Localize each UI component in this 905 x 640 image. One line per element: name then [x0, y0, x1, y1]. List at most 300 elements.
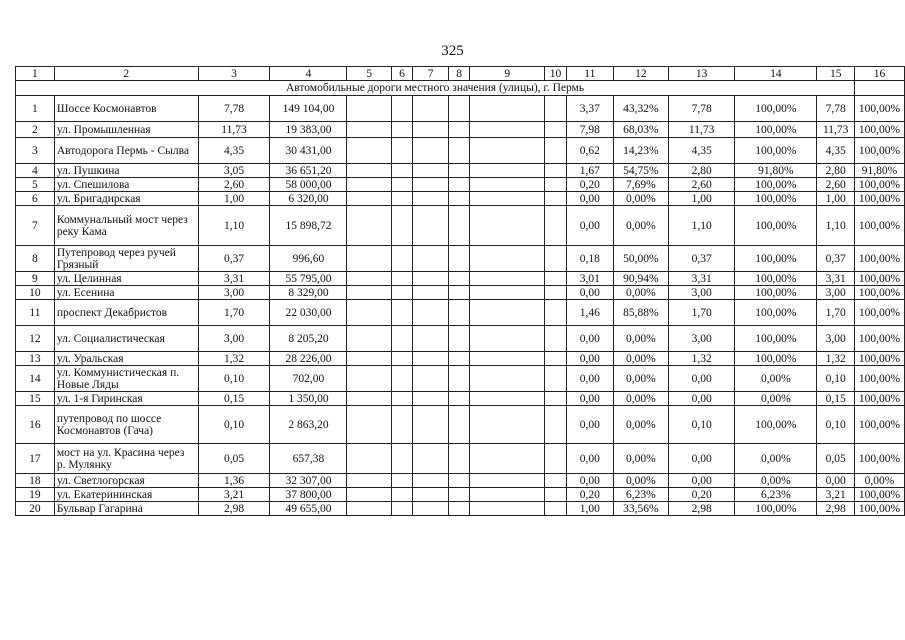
row-number-cell: 17	[16, 444, 55, 474]
road-name-cell: ул. 1-я Гиринская	[54, 392, 198, 406]
value-cell: 90,94%	[613, 272, 668, 286]
value-cell: 100,00%	[735, 96, 817, 122]
value-cell: 4,35	[669, 138, 735, 164]
empty-cell	[413, 444, 449, 474]
empty-cell	[545, 122, 567, 138]
empty-cell	[470, 164, 545, 178]
road-name-cell: путепровод по шоссе Космонавтов (Гача)	[54, 406, 198, 444]
value-cell: 91,80%	[735, 164, 817, 178]
value-cell: 0,10	[198, 406, 270, 444]
value-cell: 4,35	[817, 138, 855, 164]
empty-cell	[448, 164, 469, 178]
table-row	[16, 392, 905, 406]
value-cell: 0,37	[669, 246, 735, 272]
value-cell: 7,98	[566, 122, 613, 138]
value-cell: 0,15	[198, 392, 270, 406]
empty-cell	[448, 352, 469, 366]
column-header: 16	[855, 67, 905, 81]
value-cell: 3,31	[198, 272, 270, 286]
empty-cell	[470, 488, 545, 502]
section-title: Автомобильные дороги местного значения (улицы), г. Пермь	[16, 81, 855, 96]
value-cell: 0,00	[566, 392, 613, 406]
empty-cell	[545, 488, 567, 502]
value-cell: 15 898,72	[270, 206, 347, 246]
table-row	[16, 406, 905, 444]
empty-cell	[391, 164, 412, 178]
value-cell: 0,00	[566, 286, 613, 300]
value-cell: 3,00	[198, 286, 270, 300]
empty-cell	[413, 286, 449, 300]
table-row	[16, 272, 905, 286]
table-row	[16, 122, 905, 138]
value-cell: 0,00	[566, 474, 613, 488]
column-header: 15	[817, 67, 855, 81]
value-cell: 14,23%	[613, 138, 668, 164]
value-cell: 3,00	[817, 286, 855, 300]
value-cell: 3,00	[669, 286, 735, 300]
empty-cell	[448, 444, 469, 474]
row-number-cell: 1	[16, 96, 55, 122]
empty-cell	[391, 286, 412, 300]
table-row	[16, 300, 905, 326]
empty-cell	[347, 300, 391, 326]
row-number-cell: 5	[16, 178, 55, 192]
empty-cell	[391, 488, 412, 502]
value-cell: 0,00%	[613, 192, 668, 206]
empty-cell	[413, 352, 449, 366]
road-name-cell: ул. Промышленная	[54, 122, 198, 138]
value-cell: 0,10	[817, 406, 855, 444]
empty-cell	[545, 474, 567, 488]
table-row	[16, 164, 905, 178]
value-cell: 0,10	[669, 406, 735, 444]
value-cell: 2 863,20	[270, 406, 347, 444]
value-cell: 7,78	[669, 96, 735, 122]
value-cell: 100,00%	[855, 96, 905, 122]
empty-cell	[470, 96, 545, 122]
value-cell: 7,78	[817, 96, 855, 122]
value-cell: 1,00	[566, 502, 613, 516]
value-cell: 3,01	[566, 272, 613, 286]
value-cell: 0,37	[198, 246, 270, 272]
empty-cell	[413, 138, 449, 164]
value-cell: 8 329,00	[270, 286, 347, 300]
empty-cell	[347, 366, 391, 392]
road-name-cell: Шоссе Космонавтов	[54, 96, 198, 122]
empty-cell	[413, 406, 449, 444]
empty-cell	[448, 246, 469, 272]
row-number-cell: 18	[16, 474, 55, 488]
empty-cell	[545, 300, 567, 326]
empty-cell	[470, 246, 545, 272]
value-cell: 0,00	[566, 352, 613, 366]
value-cell: 3,21	[198, 488, 270, 502]
value-cell: 6,23%	[613, 488, 668, 502]
empty-cell	[448, 326, 469, 352]
value-cell: 3,00	[669, 326, 735, 352]
value-cell: 0,00	[817, 474, 855, 488]
value-cell: 3,05	[198, 164, 270, 178]
value-cell: 0,00%	[735, 444, 817, 474]
value-cell: 1,46	[566, 300, 613, 326]
empty-cell	[347, 474, 391, 488]
value-cell: 2,98	[669, 502, 735, 516]
road-name-cell: ул. Коммунистическая п. Новые Ляды	[54, 366, 198, 392]
empty-cell	[413, 300, 449, 326]
value-cell: 0,00	[566, 192, 613, 206]
empty-cell	[391, 206, 412, 246]
value-cell: 1,70	[198, 300, 270, 326]
value-cell: 1,70	[817, 300, 855, 326]
value-cell: 3,31	[817, 272, 855, 286]
empty-cell	[545, 392, 567, 406]
value-cell: 100,00%	[855, 178, 905, 192]
value-cell: 0,00%	[855, 474, 905, 488]
value-cell: 100,00%	[735, 502, 817, 516]
empty-cell	[470, 352, 545, 366]
value-cell: 0,15	[817, 392, 855, 406]
empty-cell	[448, 96, 469, 122]
value-cell: 1,70	[669, 300, 735, 326]
value-cell: 0,20	[669, 488, 735, 502]
table-row	[16, 444, 905, 474]
empty-cell	[545, 326, 567, 352]
value-cell: 100,00%	[855, 206, 905, 246]
value-cell: 0,00%	[735, 474, 817, 488]
empty-cell	[470, 366, 545, 392]
row-number-cell: 2	[16, 122, 55, 138]
value-cell: 1,10	[198, 206, 270, 246]
section-empty-cell	[855, 81, 905, 96]
empty-cell	[448, 192, 469, 206]
value-cell: 54,75%	[613, 164, 668, 178]
column-header: 4	[270, 67, 347, 81]
value-cell: 100,00%	[735, 122, 817, 138]
empty-cell	[347, 406, 391, 444]
value-cell: 11,73	[817, 122, 855, 138]
empty-cell	[470, 326, 545, 352]
empty-cell	[347, 192, 391, 206]
value-cell: 996,60	[270, 246, 347, 272]
table-row	[16, 502, 905, 516]
empty-cell	[545, 178, 567, 192]
empty-cell	[413, 326, 449, 352]
value-cell: 1,32	[817, 352, 855, 366]
empty-cell	[448, 178, 469, 192]
value-cell: 100,00%	[855, 246, 905, 272]
value-cell: 0,00	[669, 366, 735, 392]
value-cell: 100,00%	[855, 286, 905, 300]
empty-cell	[347, 326, 391, 352]
empty-cell	[347, 122, 391, 138]
table-row	[16, 96, 905, 122]
value-cell: 0,37	[817, 246, 855, 272]
empty-cell	[545, 352, 567, 366]
value-cell: 0,10	[817, 366, 855, 392]
value-cell: 1,32	[198, 352, 270, 366]
value-cell: 100,00%	[855, 406, 905, 444]
value-cell: 0,00	[669, 392, 735, 406]
table-row	[16, 246, 905, 272]
value-cell: 3,00	[817, 326, 855, 352]
value-cell: 2,80	[817, 164, 855, 178]
empty-cell	[347, 164, 391, 178]
empty-cell	[470, 300, 545, 326]
empty-cell	[413, 488, 449, 502]
value-cell: 0,00%	[613, 352, 668, 366]
empty-cell	[545, 206, 567, 246]
road-name-cell: ул. Есенина	[54, 286, 198, 300]
column-number-row	[16, 67, 905, 81]
value-cell: 28 226,00	[270, 352, 347, 366]
empty-cell	[347, 286, 391, 300]
column-header: 13	[669, 67, 735, 81]
column-header: 11	[566, 67, 613, 81]
value-cell: 6,23%	[735, 488, 817, 502]
column-header: 10	[545, 67, 567, 81]
value-cell: 100,00%	[735, 206, 817, 246]
row-number-cell: 14	[16, 366, 55, 392]
empty-cell	[347, 444, 391, 474]
empty-cell	[448, 406, 469, 444]
empty-cell	[545, 366, 567, 392]
empty-cell	[413, 366, 449, 392]
value-cell: 0,20	[566, 178, 613, 192]
value-cell: 68,03%	[613, 122, 668, 138]
empty-cell	[391, 474, 412, 488]
empty-cell	[448, 122, 469, 138]
value-cell: 32 307,00	[270, 474, 347, 488]
value-cell: 1,00	[817, 192, 855, 206]
empty-cell	[347, 502, 391, 516]
table-row	[16, 286, 905, 300]
empty-cell	[391, 366, 412, 392]
value-cell: 100,00%	[735, 178, 817, 192]
value-cell: 0,00%	[613, 474, 668, 488]
empty-cell	[413, 272, 449, 286]
empty-cell	[470, 272, 545, 286]
value-cell: 1,10	[817, 206, 855, 246]
table-row	[16, 352, 905, 366]
value-cell: 100,00%	[735, 352, 817, 366]
value-cell: 149 104,00	[270, 96, 347, 122]
road-name-cell: проспект Декабристов	[54, 300, 198, 326]
value-cell: 2,80	[669, 164, 735, 178]
value-cell: 37 800,00	[270, 488, 347, 502]
value-cell: 0,00	[566, 206, 613, 246]
value-cell: 43,32%	[613, 96, 668, 122]
value-cell: 0,00	[566, 444, 613, 474]
empty-cell	[470, 192, 545, 206]
value-cell: 0,00	[669, 444, 735, 474]
value-cell: 1,00	[669, 192, 735, 206]
value-cell: 0,62	[566, 138, 613, 164]
empty-cell	[470, 502, 545, 516]
empty-cell	[545, 246, 567, 272]
value-cell: 3,00	[198, 326, 270, 352]
value-cell: 1,36	[198, 474, 270, 488]
value-cell: 100,00%	[735, 246, 817, 272]
road-name-cell: ул. Екатерининская	[54, 488, 198, 502]
value-cell: 1,32	[669, 352, 735, 366]
empty-cell	[470, 206, 545, 246]
empty-cell	[391, 192, 412, 206]
value-cell: 1,67	[566, 164, 613, 178]
empty-cell	[470, 286, 545, 300]
row-number-cell: 12	[16, 326, 55, 352]
empty-cell	[470, 122, 545, 138]
value-cell: 2,60	[669, 178, 735, 192]
column-header: 12	[613, 67, 668, 81]
road-name-cell: ул. Спешилова	[54, 178, 198, 192]
section-row	[16, 81, 905, 96]
table-row	[16, 488, 905, 502]
value-cell: 100,00%	[735, 138, 817, 164]
value-cell: 0,00%	[613, 206, 668, 246]
value-cell: 1 350,00	[270, 392, 347, 406]
empty-cell	[413, 192, 449, 206]
value-cell: 2,60	[817, 178, 855, 192]
table-row	[16, 206, 905, 246]
value-cell: 8 205,20	[270, 326, 347, 352]
value-cell: 7,69%	[613, 178, 668, 192]
empty-cell	[413, 122, 449, 138]
value-cell: 100,00%	[855, 444, 905, 474]
empty-cell	[470, 406, 545, 444]
empty-cell	[347, 392, 391, 406]
empty-cell	[545, 502, 567, 516]
empty-cell	[448, 206, 469, 246]
value-cell: 3,31	[669, 272, 735, 286]
empty-cell	[391, 392, 412, 406]
empty-cell	[347, 352, 391, 366]
road-name-cell: ул. Целинная	[54, 272, 198, 286]
column-header: 3	[198, 67, 270, 81]
value-cell: 100,00%	[855, 192, 905, 206]
road-name-cell: ул. Бригадирская	[54, 192, 198, 206]
empty-cell	[347, 138, 391, 164]
empty-cell	[391, 300, 412, 326]
empty-cell	[470, 178, 545, 192]
value-cell: 100,00%	[735, 272, 817, 286]
empty-cell	[391, 352, 412, 366]
empty-cell	[470, 392, 545, 406]
empty-cell	[413, 206, 449, 246]
table-row	[16, 138, 905, 164]
value-cell: 6 320,00	[270, 192, 347, 206]
column-header: 9	[470, 67, 545, 81]
value-cell: 7,78	[198, 96, 270, 122]
column-header: 2	[54, 67, 198, 81]
value-cell: 702,00	[270, 366, 347, 392]
roads-table-body	[16, 67, 905, 516]
value-cell: 55 795,00	[270, 272, 347, 286]
table-row	[16, 366, 905, 392]
row-number-cell: 19	[16, 488, 55, 502]
table-row	[16, 178, 905, 192]
value-cell: 0,00%	[613, 444, 668, 474]
value-cell: 33,56%	[613, 502, 668, 516]
value-cell: 100,00%	[855, 352, 905, 366]
value-cell: 49 655,00	[270, 502, 347, 516]
value-cell: 19 383,00	[270, 122, 347, 138]
value-cell: 36 651,20	[270, 164, 347, 178]
value-cell: 30 431,00	[270, 138, 347, 164]
row-number-cell: 20	[16, 502, 55, 516]
road-name-cell: ул. Светлогорская	[54, 474, 198, 488]
value-cell: 0,00	[566, 366, 613, 392]
empty-cell	[448, 138, 469, 164]
table-row	[16, 192, 905, 206]
empty-cell	[347, 488, 391, 502]
value-cell: 0,20	[566, 488, 613, 502]
value-cell: 100,00%	[735, 286, 817, 300]
value-cell: 0,00%	[613, 286, 668, 300]
empty-cell	[448, 392, 469, 406]
empty-cell	[413, 392, 449, 406]
empty-cell	[391, 326, 412, 352]
empty-cell	[545, 96, 567, 122]
value-cell: 657,38	[270, 444, 347, 474]
row-number-cell: 4	[16, 164, 55, 178]
value-cell: 3,37	[566, 96, 613, 122]
value-cell: 4,35	[198, 138, 270, 164]
column-header: 6	[391, 67, 412, 81]
value-cell: 0,00%	[613, 392, 668, 406]
empty-cell	[470, 474, 545, 488]
empty-cell	[413, 178, 449, 192]
value-cell: 11,73	[669, 122, 735, 138]
empty-cell	[545, 164, 567, 178]
value-cell: 0,05	[198, 444, 270, 474]
value-cell: 0,00	[566, 406, 613, 444]
roads-table	[15, 66, 905, 516]
value-cell: 0,10	[198, 366, 270, 392]
empty-cell	[347, 96, 391, 122]
empty-cell	[545, 444, 567, 474]
value-cell: 100,00%	[855, 138, 905, 164]
road-name-cell: Бульвар Гагарина	[54, 502, 198, 516]
empty-cell	[545, 192, 567, 206]
value-cell: 2,98	[198, 502, 270, 516]
value-cell: 85,88%	[613, 300, 668, 326]
row-number-cell: 3	[16, 138, 55, 164]
row-number-cell: 11	[16, 300, 55, 326]
road-name-cell: ул. Пушкина	[54, 164, 198, 178]
value-cell: 100,00%	[855, 326, 905, 352]
value-cell: 100,00%	[855, 502, 905, 516]
value-cell: 100,00%	[855, 300, 905, 326]
empty-cell	[391, 502, 412, 516]
empty-cell	[391, 406, 412, 444]
value-cell: 58 000,00	[270, 178, 347, 192]
road-name-cell: ул. Уральская	[54, 352, 198, 366]
value-cell: 22 030,00	[270, 300, 347, 326]
road-name-cell: Коммунальный мост через реку Кама	[54, 206, 198, 246]
road-name-cell: ул. Социалистическая	[54, 326, 198, 352]
empty-cell	[413, 502, 449, 516]
value-cell: 2,60	[198, 178, 270, 192]
column-header: 14	[735, 67, 817, 81]
value-cell: 100,00%	[735, 300, 817, 326]
page-number: 325	[441, 43, 464, 59]
value-cell: 0,00	[669, 474, 735, 488]
column-header: 5	[347, 67, 391, 81]
empty-cell	[391, 178, 412, 192]
empty-cell	[448, 300, 469, 326]
value-cell: 91,80%	[855, 164, 905, 178]
row-number-cell: 10	[16, 286, 55, 300]
